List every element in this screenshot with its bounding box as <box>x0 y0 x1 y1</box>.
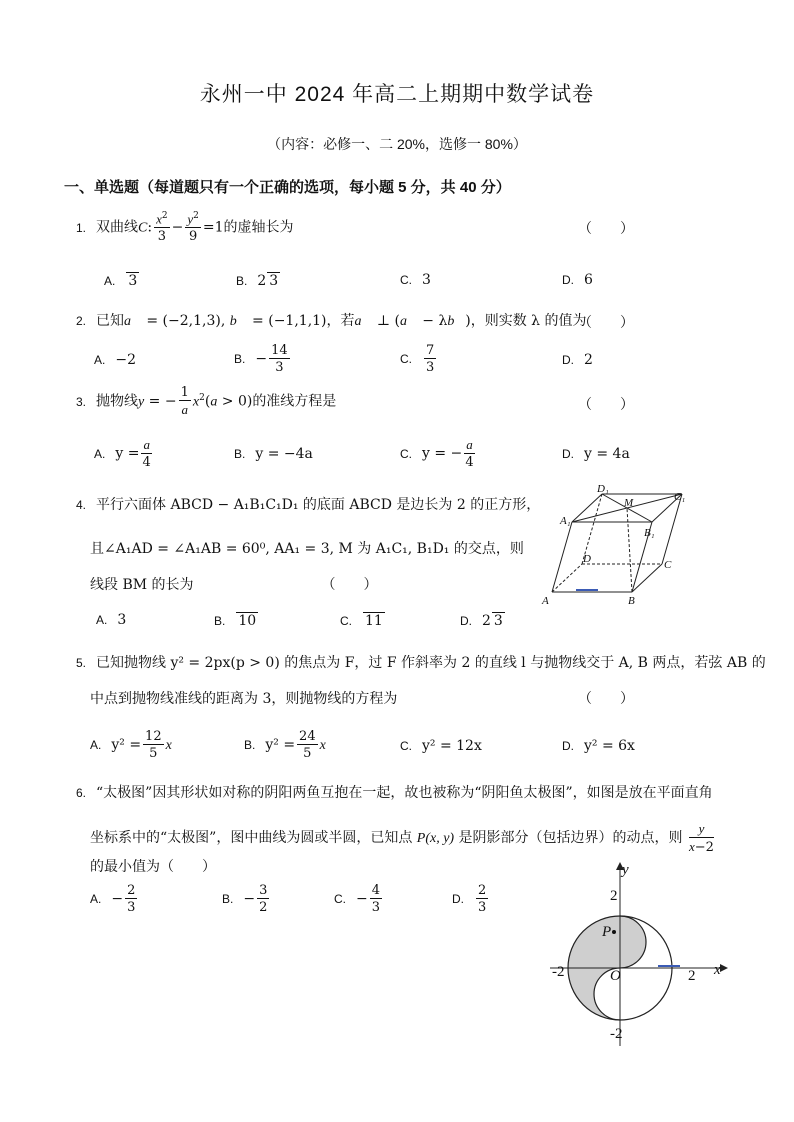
label-top-2: 2 <box>610 888 618 904</box>
q2-option-b[interactable]: B. − $\frac{14}{3}$ <box>234 343 288 375</box>
question-5-line-2: 中点到抛物线准线的距离为 3，则抛物线的方程为 <box>90 691 398 707</box>
question-1: 1. 双曲线C: $\frac{x^2}{3}$ − $\frac{y^2}{9}$ =1的虚轴长为 <box>76 211 294 245</box>
fig-label-c1: C₁ <box>674 491 686 503</box>
question-number: 3. <box>76 394 87 409</box>
q3-option-a[interactable]: A. y = $\frac{a}{4}$ <box>94 437 151 470</box>
answer-paren: （ ） <box>578 691 634 707</box>
q1-option-d[interactable]: D. 6 <box>562 272 593 288</box>
fig-label-b: B <box>628 595 635 607</box>
q5-option-a[interactable]: A. y² = $\frac{12}{5}$ x <box>90 729 172 761</box>
q4-option-a[interactable]: A. 3 <box>96 612 127 628</box>
question-number: 4. <box>76 498 87 512</box>
fig-label-d: D <box>583 553 591 565</box>
point-p <box>612 930 616 934</box>
question-3: 3. 抛物线y = − $\frac{1}{a}$ $x^2(a > 0)$的准线方程是 <box>76 385 337 417</box>
q2-option-d[interactable]: D. 2 <box>562 352 593 368</box>
fig-label-d1: D₁ <box>597 483 609 495</box>
label-p: P <box>602 924 612 940</box>
fig-label-b1: B₁ <box>644 527 655 539</box>
q2-option-a[interactable]: A. −2 <box>94 352 136 368</box>
label-right-2: 2 <box>688 968 696 984</box>
q3-option-c[interactable]: C. y = − $\frac{a}{4}$ <box>400 437 474 470</box>
q4-option-d[interactable]: D. 2 3 <box>460 613 503 629</box>
q4-option-c[interactable]: C. 11 <box>340 613 383 629</box>
label-x: x <box>714 962 721 978</box>
parallelepiped-figure <box>540 482 700 610</box>
label-bottom-minus2: -2 <box>610 1026 623 1042</box>
question-6-line-2: 坐标系中的“太极图”，图中曲线为圆或半圆，已知点 P(x, y) 是阴影部分（包括边界）的动点，则 $\frac{y}{x-2}$ <box>90 821 714 855</box>
question-4-line-3: 线段 BM 的长为 （ ） <box>90 577 378 593</box>
label-left-minus2: -2 <box>552 964 565 980</box>
page-subtitle: （内容：必修一、二 20%，选修一 80%） <box>267 136 527 152</box>
answer-paren: （ ） <box>578 397 634 413</box>
q3-option-d[interactable]: D. y = 4a <box>562 446 630 462</box>
shaded-region-right <box>620 916 646 968</box>
q2-option-c[interactable]: C. $\frac{7}{3}$ <box>400 343 435 375</box>
fig-label-a: A <box>542 595 549 607</box>
q1-option-a[interactable]: A. 3 <box>104 273 138 289</box>
answer-paren: （ ） <box>578 221 634 237</box>
label-origin: O <box>610 968 621 984</box>
q6-option-d[interactable]: D. $\frac{2}{3}$ <box>452 883 487 915</box>
q5-option-c[interactable]: C. y² = 12x <box>400 738 482 754</box>
question-4-line-2: 且∠A₁AD = ∠A₁AB = 60⁰, AA₁ = 3, M 为 A₁C₁, B₁D₁ 的交点，则 <box>90 541 524 557</box>
question-6-line-3: 的最小值为（ ） <box>90 859 216 875</box>
page-title: 永州一中 2024 年高二上期期中数学试卷 <box>199 83 595 106</box>
q6-option-a[interactable]: A. − $\frac{2}{3}$ <box>90 883 136 915</box>
taiji-figure <box>540 856 740 1052</box>
question-6-line-1: 6. “太极图”因其形状如对称的阴阳两鱼互抱在一起，故也被称为“阴阳鱼太极图”，如图是放在平面直角 <box>76 785 713 801</box>
label-y: y <box>622 862 629 878</box>
x-axis-arrow <box>720 964 728 972</box>
q1-option-c[interactable]: C. 3 <box>400 272 431 288</box>
q5-option-b[interactable]: B. y² = $\frac{24}{5}$ x <box>244 729 326 761</box>
fig-label-a1: A₁ <box>560 515 571 527</box>
fig-label-m: M <box>624 497 634 509</box>
answer-paren: （ ） <box>578 315 634 331</box>
question-4-line-1: 4. 平行六面体 ABCD − A₁B₁C₁D₁ 的底面 ABCD 是边长为 2 的正方形， <box>76 497 541 513</box>
question-number: 6. <box>76 786 87 800</box>
q6-option-b[interactable]: B. − $\frac{3}{2}$ <box>222 883 268 915</box>
q1-option-b[interactable]: B. 2 3 <box>236 273 279 289</box>
question-2: 2. 已知a⃗ = (−2,1,3), b⃗ = (−1,1,1)，若a⃗ ⊥ (a⃗ − λb⃗)，则实数 λ 的值为 <box>76 313 587 329</box>
q3-option-b[interactable]: B. y = −4a <box>234 446 313 462</box>
q6-option-c[interactable]: C. − $\frac{4}{3}$ <box>334 883 381 915</box>
question-number: 5. <box>76 656 87 670</box>
question-number: 1. <box>76 220 87 235</box>
q4-option-b[interactable]: B. 10 <box>214 613 257 629</box>
section-heading: 一、单选题（每道题只有一个正确的选项，每小题 5 分，共 40 分） <box>64 179 511 196</box>
q5-option-d[interactable]: D. y² = 6x <box>562 738 635 754</box>
q1-pre: 双曲线 <box>96 219 139 236</box>
question-5-line-1: 5. 已知抛物线 y² = 2px(p > 0) 的焦点为 F，过 F 作斜率为 2 的直线 l 与抛物线交于 A, B 两点，若弦 AB 的 <box>76 655 766 671</box>
fig-label-c: C <box>664 559 672 571</box>
q1-suf: 的虚轴长为 <box>223 219 294 236</box>
question-number: 2. <box>76 314 87 328</box>
